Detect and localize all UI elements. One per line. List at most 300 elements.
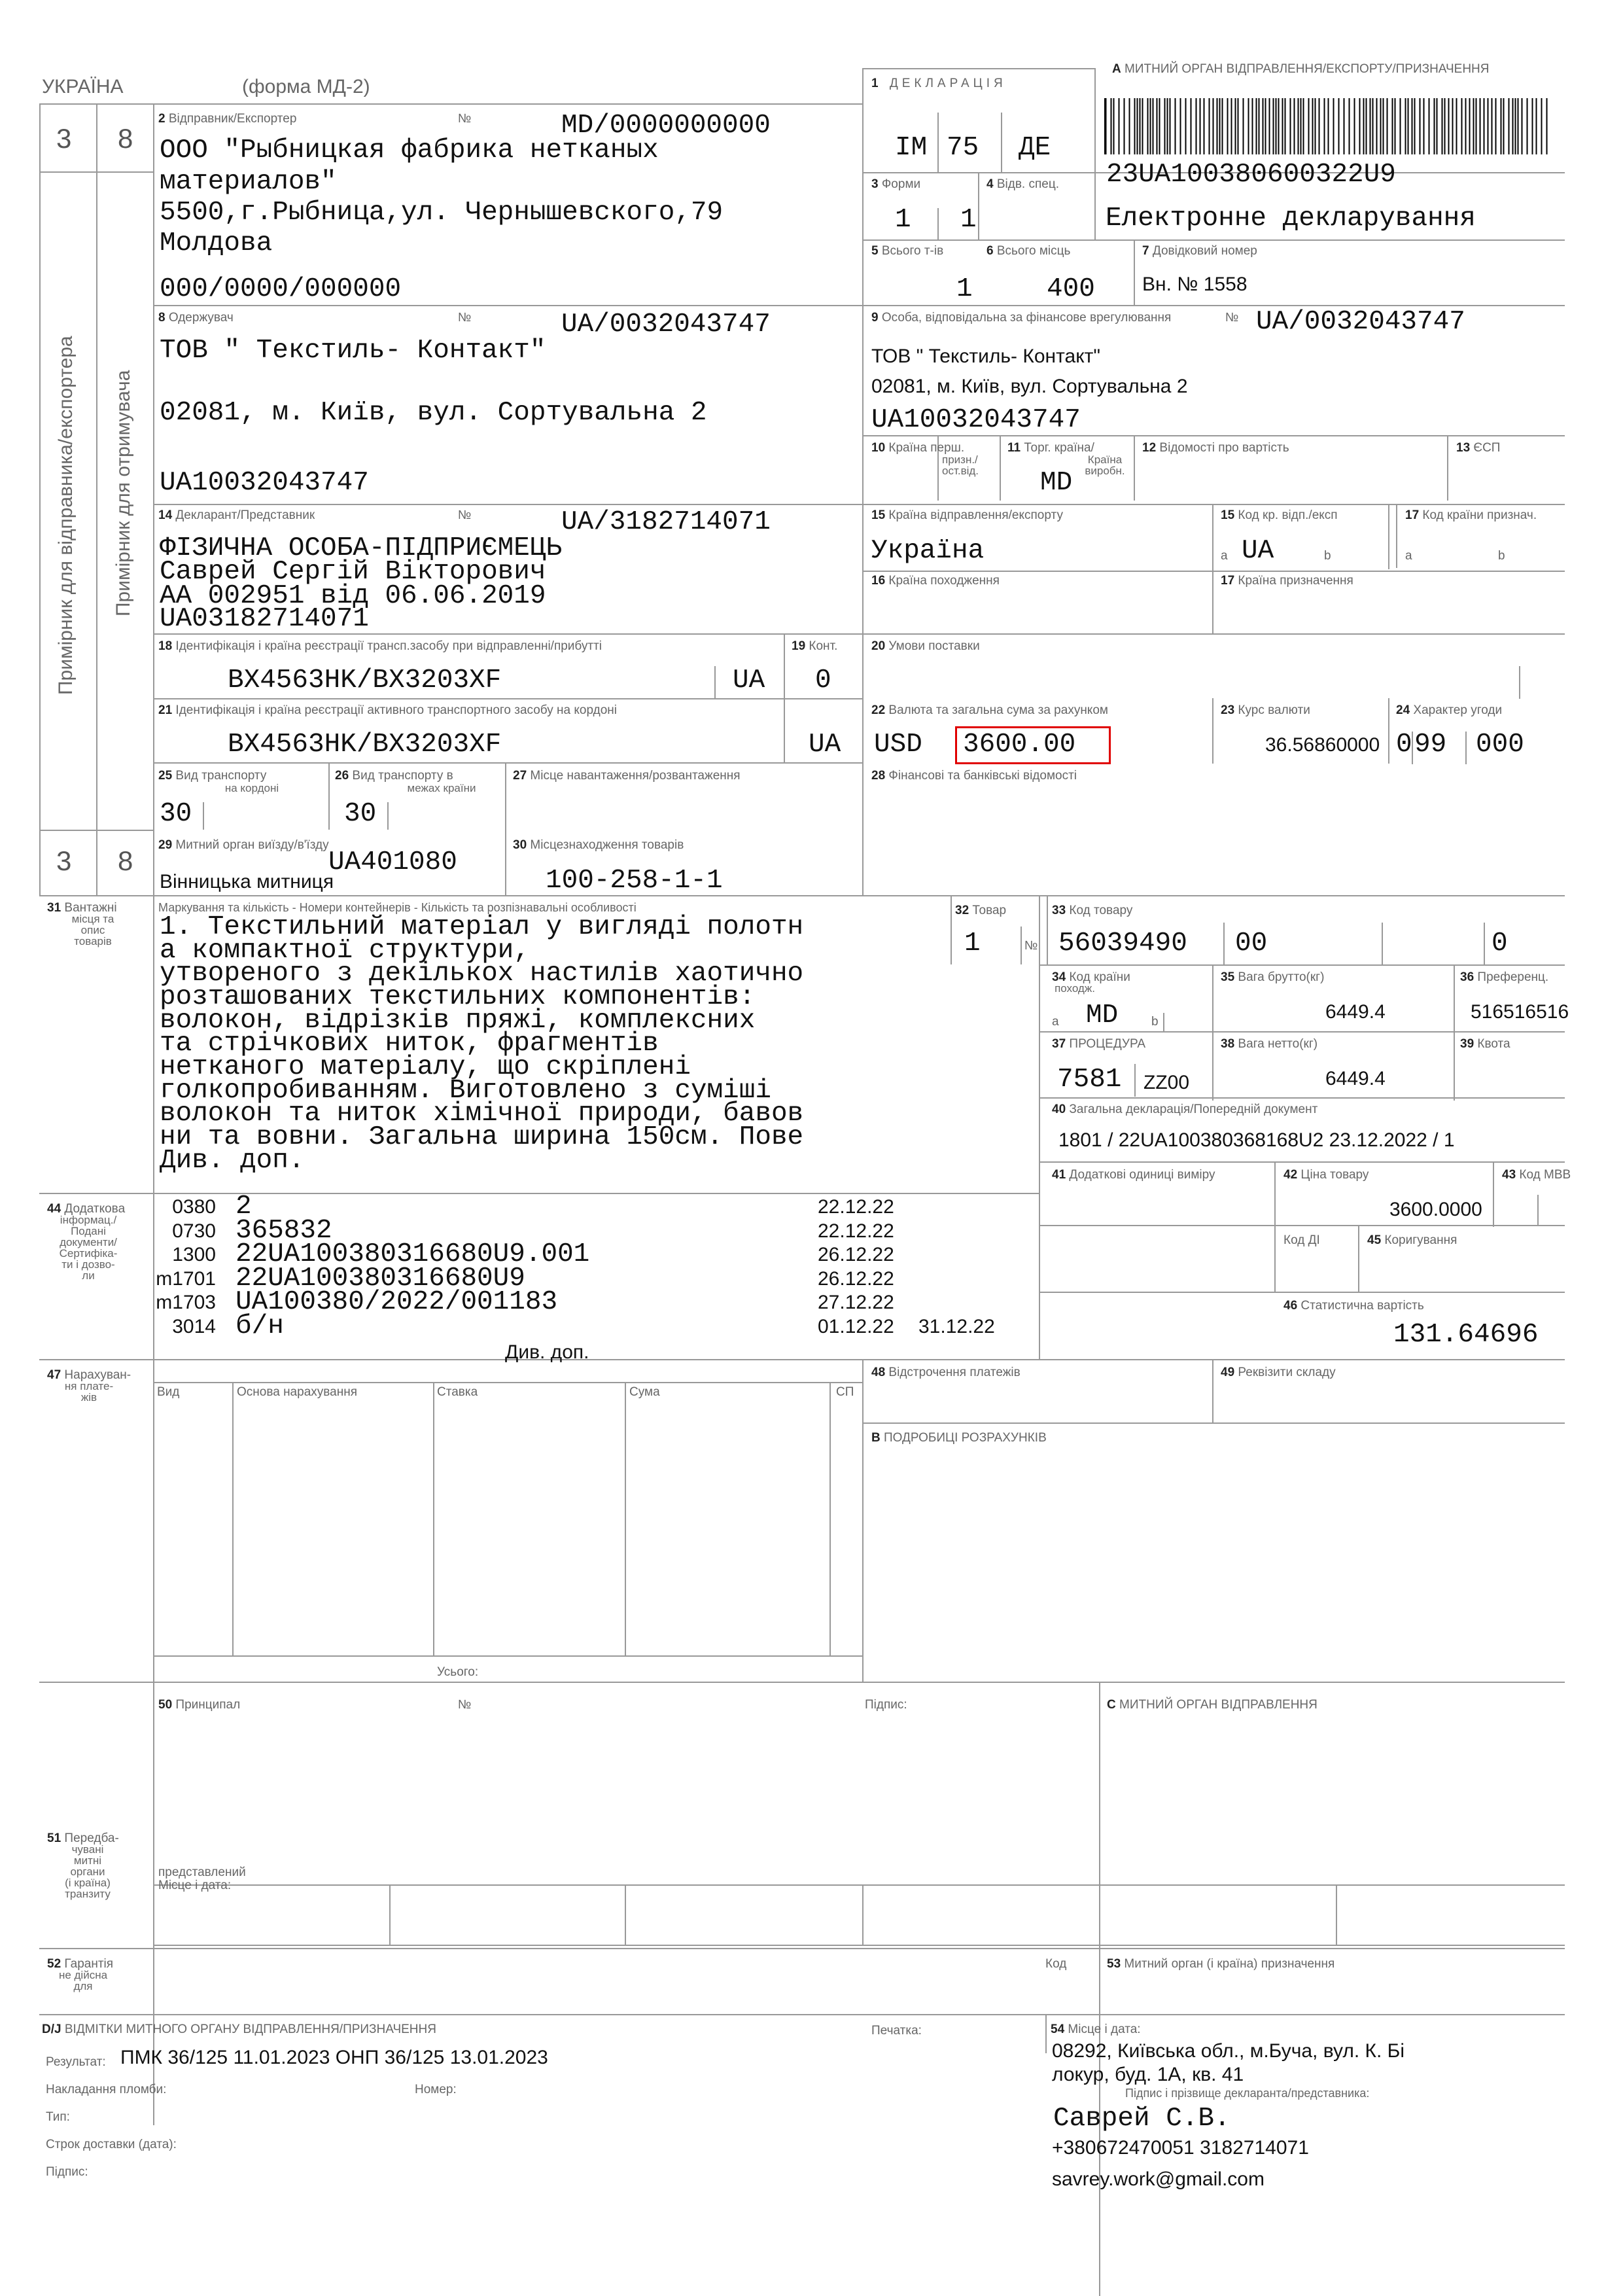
barcode-bar (1315, 98, 1316, 154)
barcode-bar (1383, 98, 1384, 154)
declarant-line-4: UA03182714071 (160, 604, 369, 634)
line (1212, 504, 1213, 635)
declarant-line-1: ФІЗИЧНА ОСОБА-ПІДПРИЄМЕЦЬ (160, 533, 563, 563)
box25-label: 25 Вид транспорту (158, 769, 267, 783)
invoice-amount-value: 3600.00 (963, 730, 1076, 760)
barcode-bar (1248, 98, 1249, 154)
goods-description (160, 912, 804, 1176)
barcode-bar (1509, 98, 1510, 154)
box31-label-num: 31 Вантажні (47, 901, 117, 915)
border-transport-value: BX4563HK/BX3203XF (228, 730, 502, 760)
barcode-bar (1227, 98, 1229, 154)
box33-label: 33 Код товару (1052, 904, 1133, 917)
border-transport-country: UA (809, 730, 841, 760)
line (1212, 698, 1213, 764)
box34-label-sub: походж. (1055, 982, 1095, 995)
delivery-term-label: Строк доставки (дата): (46, 2138, 177, 2151)
barcode-bar (1527, 98, 1528, 154)
box17-label: 17 Країна призначення (1221, 574, 1353, 588)
goods-desc-line: а компактної структури, (160, 935, 530, 966)
payments-col: Вид (157, 1385, 180, 1399)
box15a-label: 15 Код кр. відп./експ (1221, 508, 1338, 522)
line (1039, 1225, 1565, 1226)
line (1134, 239, 1135, 305)
seals-label: Накладання пломби: (46, 2083, 167, 2096)
line (1039, 895, 1040, 1359)
exporter-line-5: 000/0000/000000 (160, 274, 402, 304)
declarant-line-2: Саврей Сергій Вікторович (160, 557, 546, 587)
barcode-bar (1298, 98, 1299, 154)
statistical-value: 131.64696 (1393, 1320, 1539, 1350)
line (978, 172, 979, 239)
document-number: б/н (236, 1311, 284, 1341)
barcode-bar (1476, 98, 1477, 154)
number-label: Номер: (415, 2083, 457, 2096)
line (862, 239, 1565, 241)
copy-number: 8 (118, 845, 133, 876)
line (153, 1945, 1565, 1946)
deal-type-1: 0 (1396, 730, 1412, 760)
barcode-bar (1412, 98, 1413, 154)
document-date-2: 31.12.22 (918, 1315, 995, 1337)
box5-label: 5 Всього т-ів (871, 244, 944, 258)
barcode-bar (1392, 98, 1393, 154)
line (951, 895, 952, 964)
barcode-bar (1400, 98, 1401, 154)
barcode-bar (1423, 98, 1425, 154)
transport-country: UA (733, 665, 765, 696)
line (1493, 1161, 1494, 1227)
box51-label-sub: чувані митні органи (і країна) транзиту (65, 1843, 111, 1900)
barcode-bar (1235, 98, 1236, 154)
box41-label: 41 Додаткові одиниці виміру (1052, 1168, 1215, 1182)
barcode-bar (1359, 98, 1361, 154)
line (39, 1948, 1565, 1949)
box51-label-num: 51 Передба- (47, 1831, 119, 1845)
barcode-bar (1196, 98, 1197, 154)
box2-label: 2 Відправник/Експортер (158, 112, 297, 126)
box13-label: 13 ЄСП (1456, 441, 1501, 455)
copy-number: 3 (56, 845, 72, 876)
box32-label: 32 Товар (955, 904, 1007, 917)
box20-label: 20 Умови поставки (871, 639, 980, 653)
box50-no-label: № (458, 1698, 472, 1712)
box32-no-label: № (1024, 939, 1038, 953)
box46-label: 46 Статистична вартість (1283, 1299, 1424, 1313)
barcode-bar (1134, 98, 1136, 154)
document-date: 01.12.22 (818, 1315, 894, 1337)
box24-label: 24 Характер угоди (1396, 703, 1503, 717)
declaration-type-1: IM (895, 133, 928, 163)
box34-label: 34 Код країни (1052, 970, 1130, 984)
box50-label: 50 Принципал (158, 1698, 241, 1712)
barcode-bar (1541, 98, 1543, 154)
line (1212, 1359, 1213, 1422)
barcode-bar (1209, 98, 1210, 154)
line (153, 1655, 862, 1657)
barcode-bar (1429, 98, 1430, 154)
declarant-place-line-1: 08292, Київська обл., м.Буча, вул. К. Бі (1052, 2040, 1405, 2062)
dispatch-country-code: UA (1242, 536, 1274, 566)
line (1454, 964, 1455, 1101)
box54-label: 54 Місце і дата: (1051, 2022, 1141, 2036)
barcode-bar (1442, 98, 1443, 154)
barcode-bar (1170, 98, 1171, 154)
barcode-bar (1344, 98, 1345, 154)
form-name: (форма МД-2) (242, 76, 370, 97)
declarant-phone: +380672470051 3182714071 (1052, 2137, 1309, 2159)
barcode-bar (1104, 98, 1107, 154)
goods-desc-line: волокон, відрізків пряжі, комплексних (160, 1005, 756, 1036)
box17a-b: b (1498, 549, 1505, 563)
line (39, 1682, 1565, 1683)
copy-number: 8 (118, 123, 133, 154)
line (1274, 1161, 1276, 1292)
barcode-bar (1465, 98, 1467, 154)
document-date: 26.12.22 (818, 1267, 894, 1290)
line (39, 2014, 1565, 2015)
commodity-code-1: 56039490 (1058, 928, 1187, 959)
document-code: m1701 (156, 1267, 216, 1290)
line (1223, 923, 1225, 964)
box49-label: 49 Реквізити складу (1221, 1366, 1336, 1379)
payments-col: Сума (629, 1385, 660, 1399)
declaration-type-2: 75 (947, 133, 979, 163)
line (714, 666, 716, 699)
barcode-bar (1469, 98, 1471, 154)
payments-col: Основа нарахування (237, 1385, 357, 1399)
exit-customs-name: Вінницька митниця (160, 871, 334, 892)
box53-label: 53 Митний орган (і країна) призначення (1107, 1957, 1335, 1971)
line (153, 1382, 862, 1383)
box14-label: 14 Декларант/Представник (158, 508, 315, 522)
box23-label: 23 Курс валюти (1221, 703, 1310, 717)
box2-no-label: № (458, 112, 472, 126)
boxC-label: C МИТНИЙ ОРГАН ВІДПРАВЛЕННЯ (1107, 1698, 1318, 1712)
line (1039, 1097, 1565, 1099)
barcode-bar (1461, 98, 1463, 154)
goods-desc-line: 1. Текстильний матеріал у вигляді полотн (160, 912, 804, 942)
line (1447, 435, 1448, 501)
line (203, 802, 204, 830)
barcode-bar (1185, 98, 1187, 154)
barcode-bar (1231, 98, 1232, 154)
line (1039, 1292, 1565, 1293)
barcode-bar (1312, 98, 1314, 154)
barcode-bar (1349, 98, 1350, 154)
exporter-line-1: ООО "Рыбницкая фабрика нетканых (160, 135, 659, 166)
previous-document-value: 1801 / 22UA100380368168U2 23.12.2022 / 1 (1058, 1129, 1455, 1151)
boxD-label: D/J ВІДМІТКИ МИТНОГО ОРГАНУ ВІДПРАВЛЕННЯ/ПРИЗНАЧЕННЯ (42, 2022, 436, 2036)
barcode-bar (1522, 98, 1523, 154)
document-number: 22UA100380316680U9 (236, 1263, 525, 1294)
line (1099, 1682, 1100, 2296)
goods-desc-line: ни та вовни. Загальна ширина 150см. Пове (160, 1122, 804, 1152)
box29-label: 29 Митний орган виїзду/в'їзду (158, 838, 329, 852)
code-di-label: Код ДІ (1283, 1233, 1320, 1247)
origin-country-code: MD (1086, 1000, 1119, 1031)
box39-label: 39 Квота (1460, 1037, 1510, 1051)
country-label: УКРАЇНА (42, 76, 124, 97)
box14-no-label: № (458, 508, 472, 522)
container-value: 0 (815, 665, 831, 696)
financial-person-line-3: UA10032043747 (871, 405, 1081, 435)
barcode-bar (1147, 98, 1149, 154)
box34-a: a (1052, 1015, 1059, 1029)
net-weight-value: 6449.4 (1325, 1068, 1386, 1089)
goods-desc-line: розташованих текстильних компонентів: (160, 981, 756, 1012)
box17a-label: 17 Код країни признач. (1405, 508, 1537, 522)
goods-desc-line: утвореного з декількох настилів хаотично (160, 959, 804, 989)
exporter-line-2: материалов" (160, 167, 337, 197)
barcode-bar (1380, 98, 1382, 154)
box1-label: 1 ДЕКЛАРАЦІЯ (871, 77, 1007, 90)
barcode-bar (1448, 98, 1450, 154)
barcode-bar (1405, 98, 1406, 154)
line (39, 103, 862, 105)
barcode-bar (1324, 98, 1325, 154)
box38-label: 38 Вага нетто(кг) (1221, 1037, 1318, 1051)
goods-desc-line: волокон та ниток хімічної природи, бавов (160, 1099, 804, 1129)
line (784, 698, 785, 764)
result-value: ПМК 36/125 11.01.2023 ОНП 36/125 13.01.2023 (120, 2047, 548, 2068)
line (829, 1382, 831, 1655)
barcode-bar (1303, 98, 1304, 154)
box11-label: 11 Торг. країна/ (1007, 441, 1094, 455)
item-number-value: 1 (964, 928, 981, 959)
barcode-bar (1238, 98, 1239, 154)
barcode-bar (1354, 98, 1355, 154)
line (862, 1884, 864, 1945)
barcode-bar (1492, 98, 1493, 154)
barcode-bar (1157, 98, 1158, 154)
barcode-bar (1119, 98, 1120, 154)
line (1021, 927, 1022, 964)
line (862, 571, 1565, 572)
dispatch-country-value: Україна (871, 536, 985, 566)
line (153, 103, 154, 2125)
box50-represented: представлений (158, 1865, 246, 1879)
box17a-a: a (1405, 549, 1412, 563)
barcode-bar (1213, 98, 1214, 154)
box10-label-sub: призн./ ост.від. (942, 453, 979, 477)
line (153, 504, 1565, 505)
line (39, 1193, 1039, 1194)
result-label: Результат: (46, 2055, 106, 2069)
procedure-code-2: ZZ00 (1143, 1072, 1190, 1093)
box26-label: 26 Вид транспорту в (335, 769, 453, 783)
line (1519, 666, 1520, 699)
barcode-bar (1111, 98, 1112, 154)
declaration-type-3: ДЕ (1019, 133, 1051, 163)
line (1094, 172, 1096, 239)
payments-col: Ставка (437, 1385, 478, 1399)
barcode-bar (1300, 98, 1302, 154)
box25-label-sub: на кордоні (224, 782, 279, 794)
barcode-bar (1501, 98, 1502, 154)
exporter-line-3: 5500,г.Рыбница,ул. Чернышевского,79 (160, 198, 724, 228)
barcode-bar (1124, 98, 1125, 154)
box54-sign-label: Підпис і прізвище декларанта/представника: (1125, 2087, 1370, 2100)
line (1094, 68, 1096, 172)
barcode-bar (1319, 98, 1320, 154)
consignee-line-3: UA10032043747 (160, 468, 369, 498)
line (96, 103, 97, 895)
line (153, 762, 862, 764)
barcode-bar (1376, 98, 1378, 154)
barcode-bar (1333, 98, 1335, 154)
box44-label-sub: інформац./ Подані документи/ Сертифіка- ти і дозво- ли (59, 1214, 118, 1282)
barcode-bar (1366, 98, 1367, 154)
transport-id-value: BX4563HK/BX3203XF (228, 665, 502, 696)
barcode-bar (1222, 98, 1223, 154)
barcode-bar (1175, 98, 1176, 154)
box43-label: 43 Код МВВ (1502, 1168, 1571, 1182)
line (1388, 504, 1389, 569)
line (784, 633, 785, 699)
barcode-bar (1273, 98, 1274, 154)
box30-label: 30 Місцезнаходження товарів (513, 838, 684, 852)
barcode-bar (1503, 98, 1505, 154)
line (862, 435, 1565, 436)
barcode-number: 23UA100380600322U9 (1106, 160, 1396, 190)
exporter-line-4: Молдова (160, 228, 273, 258)
box44-more: Див. доп. (505, 1341, 589, 1363)
preference-value: 516516516 (1471, 1001, 1569, 1023)
barcode-bar (1278, 98, 1280, 154)
consignee-line-2: 02081, м. Київ, вул. Сортувальна 2 (160, 398, 707, 428)
barcode-bar (1265, 98, 1266, 154)
barcode-bar (1282, 98, 1283, 154)
line (1134, 435, 1135, 501)
line (39, 1359, 1565, 1360)
barcode-bar (1495, 98, 1497, 154)
barcode-bar (1259, 98, 1260, 154)
border-transport-type: 30 (160, 799, 192, 829)
box37-label: 37 ПРОЦЕДУРА (1052, 1037, 1146, 1051)
box48-label: 48 Відстрочення платежів (871, 1366, 1021, 1379)
line (1465, 732, 1467, 764)
total-places-value: 400 (1047, 274, 1095, 304)
line (1039, 1031, 1565, 1033)
barcode-bar (1480, 98, 1481, 154)
box52-label-sub: не дійсна для (58, 1969, 108, 1992)
receiver-copy-label: Примірник для отримувача (113, 370, 134, 616)
goods-desc-line: та стрічкових ниток, фрагментів (160, 1029, 659, 1059)
barcode-bar (1473, 98, 1475, 154)
declarant-line-3: АА 002951 від 06.06.2019 (160, 581, 546, 611)
box40-label: 40 Загальна декларація/Попередній документ (1052, 1103, 1318, 1116)
document-date: 26.12.22 (818, 1244, 894, 1265)
barcode-bar (1167, 98, 1168, 154)
document-number: UA100380/2022/001183 (236, 1287, 558, 1317)
box16-label: 16 Країна походження (871, 574, 1000, 588)
box36-label: 36 Преференц. (1460, 970, 1549, 984)
barcode-bar (1252, 98, 1253, 154)
financial-person-line-2: 02081, м. Київ, вул. Сортувальна 2 (871, 376, 1188, 397)
box21-label: 21 Ідентифікація і країна реєстрації активного транспортного засобу на кордоні (158, 703, 617, 717)
barcode-bar (1444, 98, 1446, 154)
barcode-bar (1256, 98, 1257, 154)
line (1000, 435, 1001, 501)
barcode-bar (1536, 98, 1537, 154)
line (1212, 964, 1213, 1101)
barcode-bar (1328, 98, 1329, 154)
box9-label: 9 Особа, відповідальна за фінансове врегулювання (871, 311, 1172, 325)
box8-no-label: № (458, 311, 472, 325)
line (387, 802, 389, 830)
box15a-b: b (1324, 549, 1331, 563)
barcode-bar (1294, 98, 1295, 154)
consignee-line-1: ТОВ " Текстиль- Контакт" (160, 336, 546, 366)
box11-label-sub: Країна виробн. (1085, 453, 1125, 477)
line (153, 305, 1565, 306)
barcode-bar (1200, 98, 1201, 154)
barcode-bar (1546, 98, 1548, 154)
line (1134, 1064, 1136, 1097)
boxB-label: B ПОДРОБИЦІ РОЗРАХУНКІВ (871, 1431, 1047, 1445)
barcode-bar (1420, 98, 1421, 154)
line (1163, 1013, 1164, 1031)
line (1358, 1225, 1359, 1292)
exporter-number: MD/0000000000 (561, 111, 771, 141)
line (1001, 113, 1002, 172)
line (153, 698, 862, 699)
box50-place-date: Місце і дата: (158, 1879, 232, 1892)
box28-label: 28 Фінансові та банківські відомості (871, 769, 1077, 783)
line (39, 103, 41, 895)
financial-person-number: UA/0032043747 (1256, 307, 1465, 337)
goods-desc-line: Див. доп. (160, 1145, 305, 1176)
barcode-bar (1434, 98, 1435, 154)
line (625, 1382, 626, 1655)
declarant-number: UA/3182714071 (561, 507, 771, 537)
goods-desc-line: нетканого матеріалу, що скріплені (160, 1051, 691, 1082)
barcode-bar (1532, 98, 1533, 154)
box26-label-sub: межах країни (407, 782, 476, 794)
box18-label: 18 Ідентифікація і країна реєстрації трансп.засобу при відправленні/прибутті (158, 639, 602, 653)
barcode-bar (1370, 98, 1371, 154)
line (1047, 895, 1048, 964)
barcode-bar (1414, 98, 1416, 154)
barcode-bar (1180, 98, 1181, 154)
line (433, 1382, 434, 1655)
document-code: 0380 (172, 1196, 216, 1218)
document-number: 2 (236, 1192, 252, 1222)
line (1537, 1195, 1539, 1226)
document-date: 22.12.22 (818, 1220, 894, 1242)
barcode-bar (1153, 98, 1154, 154)
signature-label: Підпис: (46, 2165, 88, 2179)
goods-location-value: 100-258-1-1 (546, 866, 723, 896)
barcode-bar (1137, 98, 1138, 154)
box15a-a: a (1221, 549, 1228, 563)
barcode-bar (1191, 98, 1192, 154)
box15-label: 15 Країна відправлення/експорту (871, 508, 1063, 522)
document-date: 22.12.22 (818, 1196, 894, 1218)
box52-code-label: Код (1045, 1957, 1067, 1971)
financial-person-line-1: ТОВ " Текстиль- Контакт" (871, 345, 1101, 367)
barcode-bar (1338, 98, 1340, 154)
electronic-declaring-text: Електронне декларування (1106, 203, 1476, 234)
sender-copy-label: Примірник для відправника/експортера (55, 336, 77, 695)
line (862, 1359, 864, 1682)
goods-desc-line: голкопробиванням. Виготовлено з суміші (160, 1075, 771, 1106)
barcode-bar (1276, 98, 1277, 154)
line (1336, 1884, 1337, 1945)
box3-label: 3 Форми (871, 177, 921, 191)
commodity-code-3: 0 (1492, 928, 1508, 959)
